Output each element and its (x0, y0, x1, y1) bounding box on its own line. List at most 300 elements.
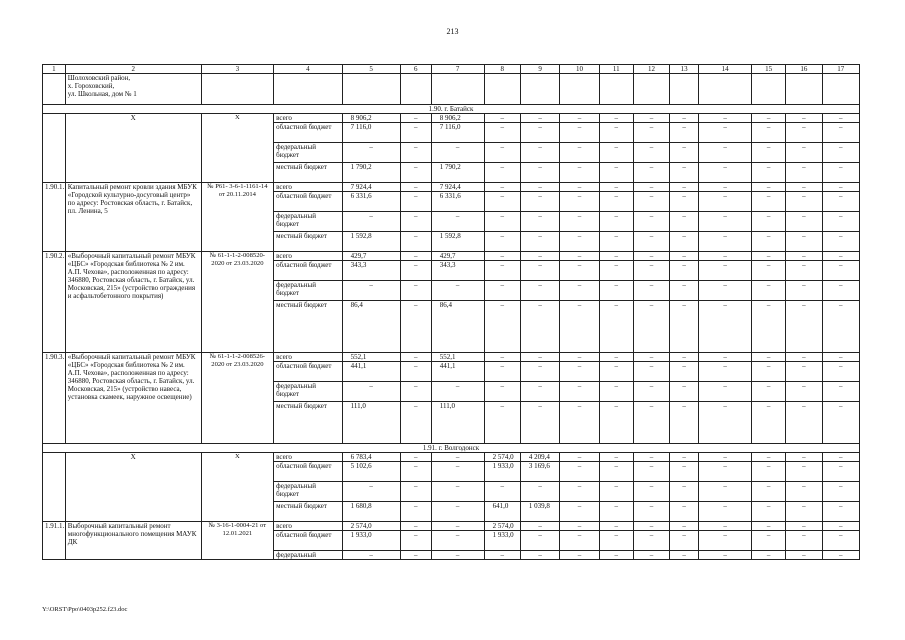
amount-cell: – (431, 281, 484, 301)
amount-cell: – (633, 281, 669, 301)
amount-cell: – (670, 232, 699, 252)
amount-cell: – (633, 232, 669, 252)
amount-cell: – (431, 453, 484, 462)
amount-cell: – (752, 522, 786, 531)
amount-cell: – (822, 551, 859, 560)
amount-cell: 6 783,4 (342, 453, 400, 462)
amount-cell: – (786, 123, 822, 143)
amount-cell: – (822, 281, 859, 301)
amount-cell: 111,0 (431, 402, 484, 444)
amount-cell: – (560, 502, 599, 522)
col-header: 9 (520, 65, 559, 74)
amount-cell: – (786, 143, 822, 163)
amount-cell: – (786, 382, 822, 402)
amount-cell: – (786, 114, 822, 123)
section-title: 1.90. г. Батайск (43, 105, 860, 114)
amount-cell: – (699, 261, 752, 281)
amount-cell: – (633, 362, 669, 382)
amount-cell: – (752, 362, 786, 382)
amount-cell: – (752, 402, 786, 444)
item-name: Капитальный ремонт кровли здания МБУК «Городской культурно-досуговый центр» по адресу: Ростовская область, г. Батайск, пл. Ленина, 5 (65, 183, 201, 252)
amount-cell: – (670, 123, 699, 143)
amount-cell: 2 574,0 (342, 522, 400, 531)
amount-cell: – (752, 143, 786, 163)
amount-cell: – (560, 143, 599, 163)
carry-over-row (43, 74, 860, 105)
amount-cell: – (400, 192, 431, 212)
amount-cell: – (560, 212, 599, 232)
amount-cell: – (752, 502, 786, 522)
amount-cell: – (752, 261, 786, 281)
item-document: № Р61- 3-6-1-1161-14 от 20.11.2014 (201, 183, 274, 252)
amount-cell: 8 906,2 (431, 114, 484, 123)
amount-cell: – (699, 502, 752, 522)
item-number: 1.90.2. (43, 252, 66, 353)
amount-cell: – (670, 502, 699, 522)
amount-cell: – (599, 502, 633, 522)
amount-cell: – (752, 301, 786, 353)
amount-cell: – (822, 402, 859, 444)
funding-source: областной бюджет (274, 123, 342, 143)
item-document: № 61-1-1-2-008520-2020 от 23.03.2020 (201, 252, 274, 353)
amount-cell: – (699, 301, 752, 353)
amount-cell: – (822, 163, 859, 183)
amount-cell: – (560, 232, 599, 252)
amount-cell: 6 331,6 (342, 192, 400, 212)
col-header: 12 (633, 65, 669, 74)
item-number: 1.90.1. (43, 183, 66, 252)
amount-cell: – (484, 402, 520, 444)
col-header: 17 (822, 65, 859, 74)
amount-cell: – (560, 252, 599, 261)
amount-cell: – (560, 462, 599, 482)
amount-cell: – (599, 163, 633, 183)
amount-cell: – (670, 382, 699, 402)
col-header: 15 (752, 65, 786, 74)
amount-cell: 8 906,2 (342, 114, 400, 123)
funding-source: федеральный бюджет (274, 212, 342, 232)
amount-cell: – (599, 382, 633, 402)
amount-cell: – (400, 482, 431, 502)
amount-cell: – (822, 212, 859, 232)
amount-cell: – (599, 232, 633, 252)
amount-cell: – (633, 212, 669, 232)
amount-cell: – (822, 114, 859, 123)
amount-cell: – (520, 353, 559, 362)
amount-cell: – (752, 183, 786, 192)
amount-cell: – (520, 402, 559, 444)
amount-cell: – (599, 252, 633, 261)
amount-cell: – (431, 143, 484, 163)
amount-cell: – (431, 382, 484, 402)
funding-source: всего (274, 522, 342, 531)
amount-cell: – (400, 531, 431, 551)
amount-cell: – (431, 462, 484, 482)
funding-source: местный бюджет (274, 232, 342, 252)
funding-source: областной бюджет (274, 261, 342, 281)
amount-cell: – (560, 382, 599, 402)
amount-cell: – (599, 114, 633, 123)
item-document: Х (201, 453, 274, 522)
amount-cell: – (786, 453, 822, 462)
amount-cell: – (560, 522, 599, 531)
amount-cell: – (699, 531, 752, 551)
amount-cell: – (752, 462, 786, 482)
amount-cell: – (400, 382, 431, 402)
amount-cell: – (520, 232, 559, 252)
col-header: 1 (43, 65, 66, 74)
col-header: 11 (599, 65, 633, 74)
funding-source: всего (274, 114, 342, 123)
amount-cell: – (599, 531, 633, 551)
amount-cell: – (520, 114, 559, 123)
amount-cell: – (752, 163, 786, 183)
amount-cell: – (400, 143, 431, 163)
amount-cell: – (560, 402, 599, 444)
amount-cell: 6 331,6 (431, 192, 484, 212)
item-number (43, 453, 66, 522)
item-document: № 61-1-1-2-008526-2020 от 23.03.2020 (201, 353, 274, 444)
amount-cell: – (633, 522, 669, 531)
amount-cell: 4 209,4 (520, 453, 559, 462)
amount-cell: – (633, 301, 669, 353)
col-header: 8 (484, 65, 520, 74)
col-header: 2 (65, 65, 201, 74)
amount-cell: – (752, 252, 786, 261)
amount-cell: 641,0 (484, 502, 520, 522)
amount-cell: – (822, 143, 859, 163)
amount-cell: – (670, 212, 699, 232)
amount-cell: – (484, 261, 520, 281)
amount-cell: – (822, 531, 859, 551)
amount-cell: – (670, 192, 699, 212)
amount-cell: – (822, 183, 859, 192)
funding-source: областной бюджет (274, 362, 342, 382)
amount-cell: – (786, 353, 822, 362)
table-row (43, 522, 860, 531)
amount-cell: – (786, 402, 822, 444)
amount-cell: – (560, 453, 599, 462)
amount-cell: 552,1 (431, 353, 484, 362)
amount-cell: – (431, 522, 484, 531)
amount-cell: – (670, 402, 699, 444)
amount-cell: 3 169,6 (520, 462, 559, 482)
amount-cell: – (786, 301, 822, 353)
funding-source: местный бюджет (274, 163, 342, 183)
amount-cell: – (484, 192, 520, 212)
amount-cell: 1 933,0 (484, 462, 520, 482)
amount-cell: – (822, 522, 859, 531)
funding-source: всего (274, 252, 342, 261)
amount-cell: – (699, 183, 752, 192)
amount-cell: 1 933,0 (342, 531, 400, 551)
amount-cell: – (752, 123, 786, 143)
amount-cell: – (670, 362, 699, 382)
carry-over-address: Шолоховский район, х. Гороховский, ул. Школьная, дом № 1 (65, 74, 201, 105)
amount-cell: – (599, 453, 633, 462)
amount-cell: – (786, 281, 822, 301)
funding-source: областной бюджет (274, 531, 342, 551)
amount-cell: – (599, 522, 633, 531)
amount-cell: 429,7 (342, 252, 400, 261)
amount-cell: – (520, 522, 559, 531)
col-header: 13 (670, 65, 699, 74)
amount-cell: – (699, 551, 752, 560)
item-name: Х (65, 453, 201, 522)
amount-cell: – (786, 522, 822, 531)
amount-cell: – (633, 183, 669, 192)
section-title: 1.91. г. Волгодонск (43, 444, 860, 453)
amount-cell: 343,3 (342, 261, 400, 281)
amount-cell: – (520, 382, 559, 402)
amount-cell: – (400, 123, 431, 143)
amount-cell: – (752, 281, 786, 301)
amount-cell: – (400, 402, 431, 444)
amount-cell: – (342, 281, 400, 301)
amount-cell: – (484, 232, 520, 252)
amount-cell: – (520, 252, 559, 261)
amount-cell: – (786, 551, 822, 560)
amount-cell: – (400, 212, 431, 232)
amount-cell: – (599, 353, 633, 362)
amount-cell: 1 680,8 (342, 502, 400, 522)
funding-source: всего (274, 353, 342, 362)
amount-cell: – (670, 453, 699, 462)
funding-source: всего (274, 453, 342, 462)
amount-cell: – (670, 163, 699, 183)
amount-cell: – (752, 453, 786, 462)
amount-cell: – (560, 114, 599, 123)
amount-cell: – (560, 482, 599, 502)
amount-cell: – (752, 192, 786, 212)
amount-cell: – (599, 362, 633, 382)
amount-cell: – (699, 402, 752, 444)
table-row (43, 252, 860, 261)
amount-cell: – (400, 232, 431, 252)
funding-source: федеральный бюджет (274, 281, 342, 301)
amount-cell: – (560, 261, 599, 281)
amount-cell: – (822, 123, 859, 143)
col-header: 16 (786, 65, 822, 74)
funding-source: всего (274, 183, 342, 192)
amount-cell: – (520, 261, 559, 281)
amount-cell: – (670, 301, 699, 353)
amount-cell: – (400, 353, 431, 362)
amount-cell: – (699, 114, 752, 123)
amount-cell: – (400, 114, 431, 123)
amount-cell: – (599, 551, 633, 560)
amount-cell: – (699, 212, 752, 232)
amount-cell: – (342, 143, 400, 163)
column-number-row (43, 65, 860, 74)
table-row (43, 453, 860, 462)
amount-cell: – (699, 353, 752, 362)
amount-cell: – (520, 183, 559, 192)
amount-cell: – (670, 531, 699, 551)
amount-cell: – (520, 301, 559, 353)
amount-cell: – (560, 281, 599, 301)
amount-cell: – (822, 502, 859, 522)
col-header: 4 (274, 65, 342, 74)
col-header: 10 (560, 65, 599, 74)
amount-cell: – (699, 163, 752, 183)
amount-cell: – (786, 482, 822, 502)
amount-cell: – (699, 192, 752, 212)
amount-cell: – (484, 163, 520, 183)
amount-cell: 343,3 (431, 261, 484, 281)
amount-cell: – (400, 522, 431, 531)
amount-cell: – (484, 382, 520, 402)
amount-cell: – (520, 482, 559, 502)
amount-cell: – (484, 212, 520, 232)
item-number (43, 114, 66, 183)
amount-cell: – (822, 261, 859, 281)
amount-cell: – (633, 531, 669, 551)
amount-cell: – (400, 453, 431, 462)
amount-cell: – (400, 183, 431, 192)
amount-cell: – (484, 482, 520, 502)
amount-cell: – (633, 114, 669, 123)
amount-cell: – (599, 402, 633, 444)
funding-source: федеральный (274, 551, 342, 560)
amount-cell: – (484, 123, 520, 143)
amount-cell: – (484, 301, 520, 353)
amount-cell: – (599, 123, 633, 143)
amount-cell: – (599, 192, 633, 212)
amount-cell: – (431, 502, 484, 522)
amount-cell: – (560, 192, 599, 212)
program-financing-table (42, 64, 860, 560)
amount-cell: – (599, 462, 633, 482)
amount-cell: – (786, 502, 822, 522)
amount-cell: – (633, 143, 669, 163)
amount-cell: – (484, 353, 520, 362)
amount-cell: – (752, 382, 786, 402)
amount-cell: – (520, 192, 559, 212)
amount-cell: – (670, 261, 699, 281)
amount-cell: – (699, 362, 752, 382)
amount-cell: 7 116,0 (342, 123, 400, 143)
table-row (43, 114, 860, 123)
amount-cell: – (633, 353, 669, 362)
amount-cell: – (520, 163, 559, 183)
amount-cell: – (822, 353, 859, 362)
amount-cell: – (822, 482, 859, 502)
amount-cell: – (786, 531, 822, 551)
amount-cell: – (822, 453, 859, 462)
amount-cell: – (670, 252, 699, 261)
page-number: 213 (446, 27, 459, 36)
amount-cell: – (633, 402, 669, 444)
amount-cell: – (599, 482, 633, 502)
amount-cell: – (699, 522, 752, 531)
funding-source: федеральный бюджет (274, 482, 342, 502)
amount-cell: – (400, 502, 431, 522)
amount-cell: – (822, 462, 859, 482)
amount-cell: – (400, 301, 431, 353)
amount-cell: – (431, 551, 484, 560)
amount-cell: – (560, 301, 599, 353)
amount-cell: – (633, 502, 669, 522)
amount-cell: – (484, 183, 520, 192)
amount-cell: – (400, 261, 431, 281)
amount-cell: – (633, 551, 669, 560)
amount-cell: – (822, 192, 859, 212)
amount-cell: 7 116,0 (431, 123, 484, 143)
amount-cell: 1 790,2 (342, 163, 400, 183)
amount-cell: 441,1 (342, 362, 400, 382)
amount-cell: 2 574,0 (484, 522, 520, 531)
amount-cell: – (699, 232, 752, 252)
amount-cell: – (670, 462, 699, 482)
amount-cell: – (400, 281, 431, 301)
item-name: Х (65, 114, 201, 183)
amount-cell: – (560, 183, 599, 192)
amount-cell: – (699, 281, 752, 301)
amount-cell: – (786, 183, 822, 192)
amount-cell: – (786, 212, 822, 232)
amount-cell: – (633, 252, 669, 261)
amount-cell: – (699, 453, 752, 462)
amount-cell: – (342, 482, 400, 502)
table-row (43, 183, 860, 192)
amount-cell: – (560, 123, 599, 143)
amount-cell: – (599, 212, 633, 232)
amount-cell: – (560, 531, 599, 551)
col-header: 3 (201, 65, 274, 74)
amount-cell: – (633, 192, 669, 212)
amount-cell: – (599, 261, 633, 281)
amount-cell: 1 039,8 (520, 502, 559, 522)
amount-cell: – (752, 232, 786, 252)
funding-source: местный бюджет (274, 301, 342, 353)
col-header: 7 (431, 65, 484, 74)
amount-cell: – (670, 482, 699, 502)
amount-cell: – (752, 212, 786, 232)
item-name: «Выборочный капитальный ремонт МБУК «ЦБС» «Городская библиотека № 2 им. А.П. Чехова», расположенная по адресу: 346880, Ростовская область, г. Батайск, ул. Московская, 215» (устройство навеса, установка скамеек, наружное освещение) (65, 353, 201, 444)
amount-cell: – (520, 531, 559, 551)
amount-cell: – (633, 163, 669, 183)
amount-cell: – (484, 362, 520, 382)
col-header: 5 (342, 65, 400, 74)
amount-cell: – (484, 114, 520, 123)
section-row (43, 444, 860, 453)
amount-cell: – (560, 551, 599, 560)
amount-cell: – (400, 163, 431, 183)
amount-cell: – (752, 531, 786, 551)
amount-cell: – (699, 123, 752, 143)
amount-cell: – (786, 261, 822, 281)
amount-cell: – (699, 482, 752, 502)
amount-cell: – (752, 353, 786, 362)
footer-file-path: Y:\ORST\Ppo\0403p252.f23.doc (42, 606, 128, 613)
amount-cell: – (560, 163, 599, 183)
amount-cell: – (822, 252, 859, 261)
item-document: Х (201, 114, 274, 183)
amount-cell: – (400, 362, 431, 382)
amount-cell: – (484, 551, 520, 560)
amount-cell: – (400, 252, 431, 261)
amount-cell: 441,1 (431, 362, 484, 382)
funding-source: федеральный бюджет (274, 143, 342, 163)
funding-source: областной бюджет (274, 462, 342, 482)
amount-cell: – (560, 353, 599, 362)
amount-cell: 111,0 (342, 402, 400, 444)
amount-cell: – (752, 551, 786, 560)
amount-cell: – (520, 362, 559, 382)
amount-cell: – (822, 362, 859, 382)
amount-cell: – (560, 362, 599, 382)
